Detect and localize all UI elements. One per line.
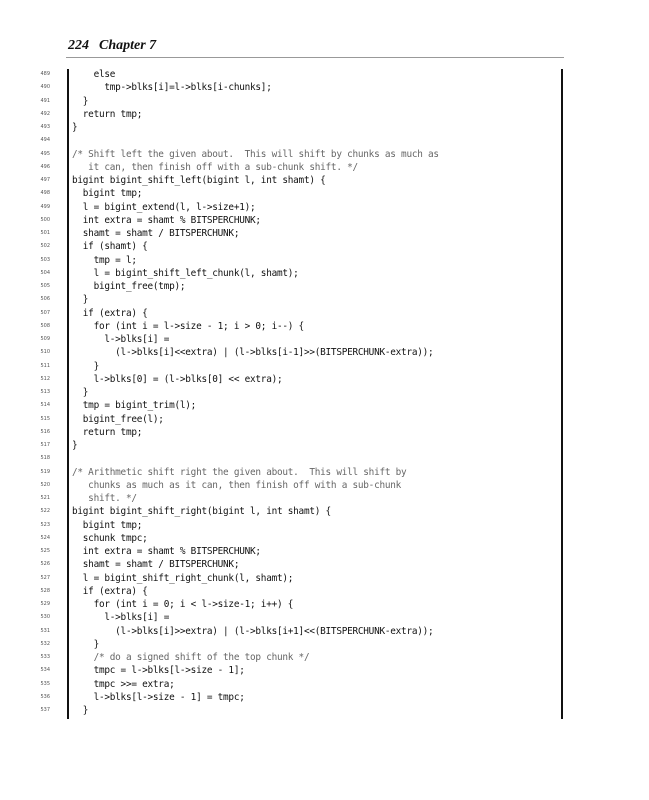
code-comment: /* Arithmetic shift right the given about. This will shift by bbox=[72, 466, 407, 478]
code-text: l->blks[i] = bbox=[72, 612, 170, 624]
code-line bbox=[0, 598, 649, 611]
line-number: 489 bbox=[40, 71, 50, 77]
code-line bbox=[0, 466, 649, 479]
line-number: 531 bbox=[40, 627, 50, 634]
line-number: 523 bbox=[40, 521, 50, 528]
code-text: (l->blks[i]<<extra) | (l->blks[i-1]>>(BITSPERCHUNK-extra)); bbox=[72, 347, 434, 359]
code-line bbox=[0, 373, 649, 386]
code-text: tmpc = l->blks[l->size - 1]; bbox=[72, 665, 245, 677]
code-comment: shift. */ bbox=[72, 493, 137, 504]
line-number: 502 bbox=[40, 243, 50, 250]
code-line bbox=[0, 121, 649, 134]
code-line bbox=[0, 386, 649, 399]
code-text: return tmp; bbox=[72, 426, 143, 438]
code-comment: chunks as much as it can, then finish off with a sub-chunk bbox=[72, 479, 402, 491]
line-number: 534 bbox=[40, 667, 50, 674]
code-text: } bbox=[72, 95, 89, 107]
line-number: 525 bbox=[40, 548, 50, 554]
code-line bbox=[0, 611, 649, 624]
code-text: tmp = bigint_trim(l); bbox=[72, 400, 197, 412]
code-text: if (shamt) { bbox=[72, 241, 148, 253]
code-text: shamt = shamt / BITSPERCHUNK; bbox=[72, 228, 240, 239]
code-text: } bbox=[72, 360, 99, 372]
line-number: 528 bbox=[40, 587, 50, 594]
code-line bbox=[0, 452, 649, 465]
code-line bbox=[0, 664, 649, 677]
code-text: tmp->blks[i]=l->blks[i-chunks]; bbox=[72, 82, 272, 94]
line-number: 504 bbox=[40, 269, 50, 276]
code-text: l->blks[l->size - 1] = tmpc; bbox=[72, 691, 245, 703]
code-line bbox=[0, 426, 649, 439]
line-number: 495 bbox=[40, 150, 50, 157]
line-number: 522 bbox=[40, 508, 50, 515]
code-listing bbox=[0, 68, 649, 717]
line-number: 494 bbox=[40, 137, 50, 144]
code-text: tmp = l; bbox=[72, 254, 137, 266]
line-number: 505 bbox=[40, 283, 50, 289]
line-number: 508 bbox=[40, 322, 50, 329]
code-text: bigint_free(l); bbox=[72, 413, 164, 425]
code-line bbox=[0, 254, 649, 267]
line-number: 506 bbox=[40, 296, 50, 303]
line-number: 535 bbox=[40, 680, 50, 687]
code-line bbox=[0, 346, 649, 359]
line-number: 524 bbox=[40, 534, 50, 541]
line-number: 497 bbox=[40, 177, 50, 183]
code-line bbox=[0, 505, 649, 518]
line-number: 515 bbox=[40, 415, 50, 422]
code-line bbox=[0, 95, 649, 108]
code-line bbox=[0, 651, 649, 664]
line-number: 520 bbox=[40, 481, 50, 488]
code-text: bigint tmp; bbox=[72, 519, 143, 531]
code-line bbox=[0, 691, 649, 704]
code-text: l = bigint_shift_left_chunk(l, shamt); bbox=[72, 267, 299, 279]
code-line bbox=[0, 320, 649, 333]
code-text: } bbox=[72, 638, 99, 650]
line-number: 527 bbox=[40, 574, 50, 581]
code-line bbox=[0, 280, 649, 293]
code-text: l->blks[0] = (l->blks[0] << extra); bbox=[72, 373, 283, 385]
code-line bbox=[0, 413, 649, 426]
code-line bbox=[0, 704, 649, 717]
code-line bbox=[0, 572, 649, 585]
line-number: 514 bbox=[40, 402, 50, 409]
line-number: 517 bbox=[40, 442, 50, 448]
code-comment: it can, then finish off with a sub-chunk shift. */ bbox=[72, 161, 358, 173]
code-text: int extra = shamt % BITSPERCHUNK; bbox=[72, 214, 261, 226]
line-number: 490 bbox=[40, 84, 50, 91]
line-number: 509 bbox=[40, 336, 50, 342]
line-number: 530 bbox=[40, 614, 50, 621]
line-number: 526 bbox=[40, 561, 50, 568]
line-number: 513 bbox=[40, 389, 50, 395]
line-number: 501 bbox=[40, 230, 50, 236]
line-number: 493 bbox=[40, 124, 50, 130]
line-number: 521 bbox=[40, 495, 50, 501]
header-rule bbox=[66, 57, 564, 58]
code-line bbox=[0, 399, 649, 412]
code-line bbox=[0, 678, 649, 691]
line-number: 507 bbox=[40, 309, 50, 316]
line-number: 532 bbox=[40, 640, 50, 647]
code-text: } bbox=[72, 705, 89, 716]
code-line bbox=[0, 201, 649, 214]
line-number: 500 bbox=[40, 216, 50, 223]
code-line bbox=[0, 638, 649, 651]
code-line bbox=[0, 307, 649, 320]
code-line bbox=[0, 479, 649, 492]
line-number: 519 bbox=[40, 468, 50, 475]
line-number: 499 bbox=[40, 203, 50, 210]
code-line bbox=[0, 532, 649, 545]
code-line bbox=[0, 558, 649, 571]
code-text: (l->blks[i]>>extra) | (l->blks[i+1]<<(BITSPERCHUNK-extra)); bbox=[72, 625, 434, 637]
page-number: 224 bbox=[68, 38, 89, 53]
code-line bbox=[0, 439, 649, 452]
code-text: l = bigint_extend(l, l->size+1); bbox=[72, 201, 256, 213]
code-line bbox=[0, 81, 649, 94]
chapter-title: Chapter 7 bbox=[99, 38, 157, 53]
code-line bbox=[0, 492, 649, 505]
code-text: for (int i = 0; i < l->size-1; i++) { bbox=[72, 599, 294, 610]
line-number: 518 bbox=[40, 455, 50, 462]
line-number: 491 bbox=[40, 97, 50, 104]
code-comment: /* Shift left the given about. This will shift by chunks as much as bbox=[72, 148, 439, 160]
code-text: return tmp; bbox=[72, 108, 143, 120]
page-header bbox=[68, 38, 156, 54]
code-line bbox=[0, 293, 649, 306]
code-line bbox=[0, 148, 649, 161]
code-text: bigint tmp; bbox=[72, 188, 143, 200]
code-text: schunk tmpc; bbox=[72, 532, 148, 544]
line-number: 516 bbox=[40, 428, 50, 435]
line-number: 496 bbox=[40, 163, 50, 170]
code-text: for (int i = l->size - 1; i > 0; i--) { bbox=[72, 320, 304, 332]
code-line bbox=[0, 68, 649, 81]
code-text: } bbox=[72, 294, 89, 306]
code-line bbox=[0, 267, 649, 280]
code-text: else bbox=[72, 69, 116, 80]
line-number: 492 bbox=[40, 110, 50, 117]
code-line bbox=[0, 214, 649, 227]
line-number: 510 bbox=[40, 349, 50, 356]
code-line bbox=[0, 545, 649, 558]
code-text: } bbox=[72, 440, 78, 451]
code-line bbox=[0, 108, 649, 121]
code-text: bigint bigint_shift_right(bigint l, int shamt) { bbox=[72, 506, 331, 518]
line-number: 533 bbox=[40, 654, 50, 660]
code-text: tmpc >>= extra; bbox=[72, 678, 175, 690]
line-number: 498 bbox=[40, 190, 50, 197]
code-text: } bbox=[72, 122, 78, 133]
line-number: 503 bbox=[40, 256, 50, 263]
code-text: bigint_free(tmp); bbox=[72, 281, 186, 292]
code-text: bigint bigint_shift_left(bigint l, int shamt) { bbox=[72, 175, 326, 186]
line-number: 536 bbox=[40, 693, 50, 700]
code-text: if (extra) { bbox=[72, 307, 148, 319]
line-number: 511 bbox=[40, 362, 50, 369]
code-comment: /* do a signed shift of the top chunk */ bbox=[72, 652, 310, 663]
line-number: 512 bbox=[40, 375, 50, 382]
code-line bbox=[0, 333, 649, 346]
line-number: 537 bbox=[40, 707, 50, 713]
code-text: } bbox=[72, 387, 89, 398]
code-text: l = bigint_shift_right_chunk(l, shamt); bbox=[72, 572, 294, 584]
code-text: int extra = shamt % BITSPERCHUNK; bbox=[72, 546, 261, 557]
code-text: l->blks[i] = bbox=[72, 334, 170, 345]
code-line bbox=[0, 240, 649, 253]
code-line bbox=[0, 360, 649, 373]
line-number: 529 bbox=[40, 601, 50, 607]
code-line bbox=[0, 585, 649, 598]
code-line bbox=[0, 625, 649, 638]
code-line bbox=[0, 187, 649, 200]
code-line bbox=[0, 174, 649, 187]
code-line bbox=[0, 519, 649, 532]
code-line bbox=[0, 134, 649, 147]
code-line bbox=[0, 227, 649, 240]
code-text: if (extra) { bbox=[72, 585, 148, 597]
code-line bbox=[0, 161, 649, 174]
code-text: shamt = shamt / BITSPERCHUNK; bbox=[72, 559, 240, 571]
